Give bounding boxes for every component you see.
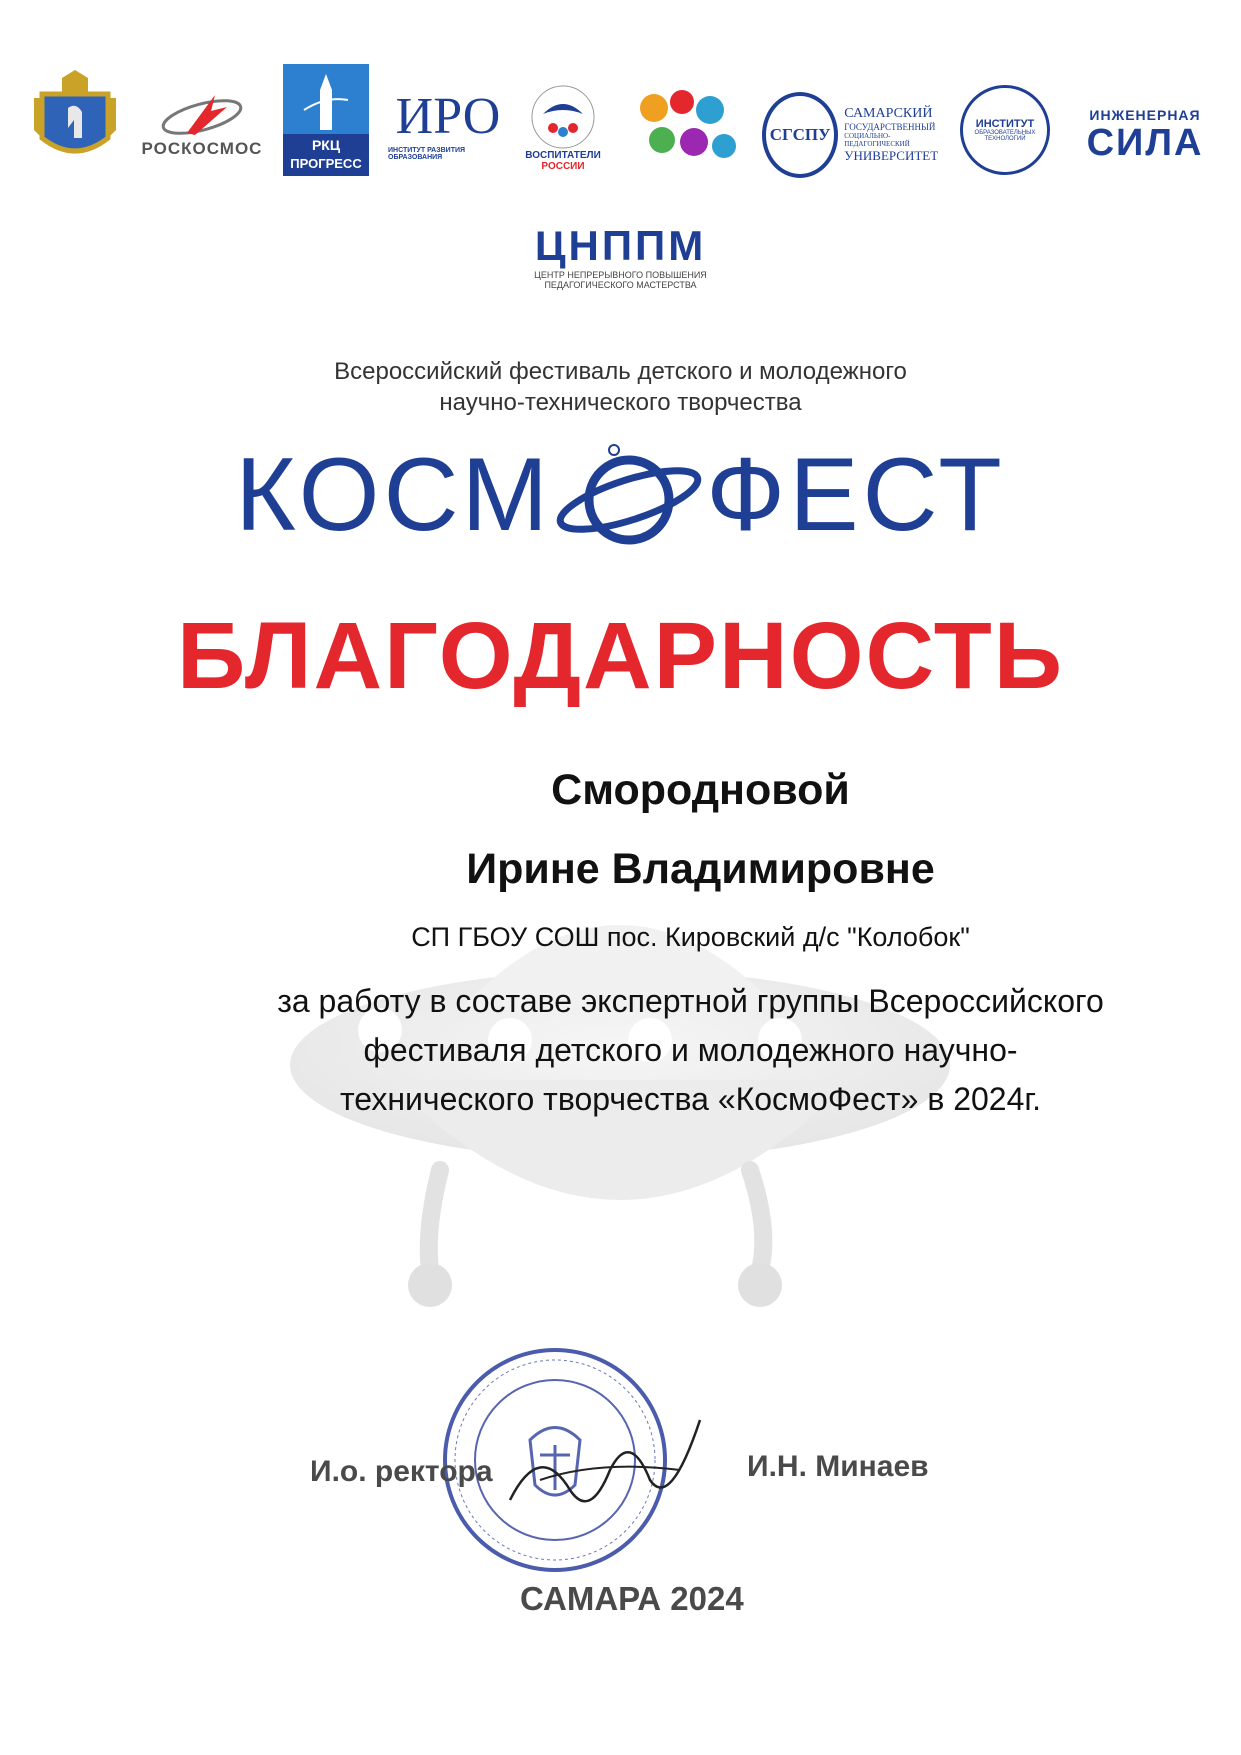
gears-icon xyxy=(632,84,742,168)
cnppm-sub-2: ПЕДАГОГИЧЕСКОГО МАСТЕРСТВА xyxy=(544,280,697,290)
handwritten-signature xyxy=(500,1400,720,1530)
institute-edu-tech-logo xyxy=(960,80,1050,180)
signatory-name: И.Н. Минаев xyxy=(747,1450,929,1483)
iro-logo xyxy=(388,74,508,174)
gears-logo xyxy=(632,84,742,168)
recipient-organization: СП ГБОУ СОШ пос. Кировский д/с "Колобок" xyxy=(411,922,970,952)
sgspu-line-1: САМАРСКИЙ xyxy=(844,106,933,121)
rkc-progress-logo xyxy=(283,64,369,176)
institute-top-label: ИНСТИТУТ xyxy=(975,118,1035,130)
signatory-position: И.о. ректора xyxy=(310,1455,493,1488)
cnppm-logo xyxy=(0,222,1241,290)
festival-subtitle xyxy=(0,356,1241,418)
vospitateli-label-2: РОССИИ xyxy=(541,161,585,172)
inzh-line-1: ИНЖЕНЕРНАЯ xyxy=(1089,107,1201,123)
sgspu-line-4: УНИВЕРСИТЕТ xyxy=(844,148,939,163)
inzh-line-2: СИЛА xyxy=(1086,122,1204,164)
sgspu-logo xyxy=(762,90,942,180)
roscosmos-emblem-icon xyxy=(157,87,247,139)
sgspu-line-2: ГОСУДАРСТВЕННЫЙ xyxy=(844,122,936,132)
roscosmos-logo xyxy=(137,78,267,168)
kosmofest-logo xyxy=(0,436,1241,553)
reason-line-3: технического творчества «КосмоФест» в 2024г. xyxy=(339,1081,1042,1117)
cnppm-sub-1: ЦЕНТР НЕПРЕРЫВНОГО ПОВЫШЕНИЯ xyxy=(534,270,707,280)
iro-main-label: ИРО xyxy=(395,88,501,145)
rocket-icon xyxy=(296,70,356,140)
samara-coat-of-arms-logo xyxy=(30,68,120,166)
reason-line-2: фестиваля детского и молодежного научно- xyxy=(363,1032,1018,1068)
certificate-reason xyxy=(0,977,1241,1124)
reason-line-1: за работу в составе экспертной группы Всероссийского xyxy=(277,983,1104,1019)
bird-emblem-icon xyxy=(528,84,598,150)
institute-line-1: ОБРАЗОВАТЕЛЬНЫХ xyxy=(974,130,1036,136)
vospitateli-rossii-logo xyxy=(518,78,608,178)
sgspu-line-3: СОЦИАЛЬНО-ПЕДАГОГИЧЕСКИЙ xyxy=(844,132,910,148)
institute-line-2: ТЕХНОЛОГИЙ xyxy=(984,136,1026,142)
iro-sub-label: ИНСТИТУТ РАЗВИТИЯ ОБРАЗОВАНИЯ xyxy=(388,147,466,161)
vospitateli-label-1: ВОСПИТАТЕЛИ xyxy=(525,150,601,161)
festival-subtitle-line-1: Всероссийский фестиваль детского и молодежного xyxy=(334,358,907,385)
festival-subtitle-line-2: научно-технического творчества xyxy=(439,389,802,416)
sgspu-badge: СГСПУ xyxy=(769,125,831,144)
rkc-label: РКЦ xyxy=(311,137,341,153)
recipient-given-names: Ирине Владимировне xyxy=(466,845,935,893)
kosmofest-left: КОСМ xyxy=(235,436,553,553)
city-year: САМАРА 2024 xyxy=(520,1580,744,1617)
certificate-title: БЛАГОДАРНОСТЬ xyxy=(176,603,1065,709)
progress-label: ПРОГРЕСС xyxy=(290,156,362,171)
cnppm-main-label: ЦНППМ xyxy=(534,222,707,269)
planet-ring-icon xyxy=(554,440,704,550)
inzhenernaya-sila-logo xyxy=(1080,100,1210,170)
kosmofest-right: ФЕСТ xyxy=(706,436,1006,553)
roscosmos-label: РОСКОСМОС xyxy=(141,139,263,158)
recipient-surname: Смородновой xyxy=(551,766,850,814)
